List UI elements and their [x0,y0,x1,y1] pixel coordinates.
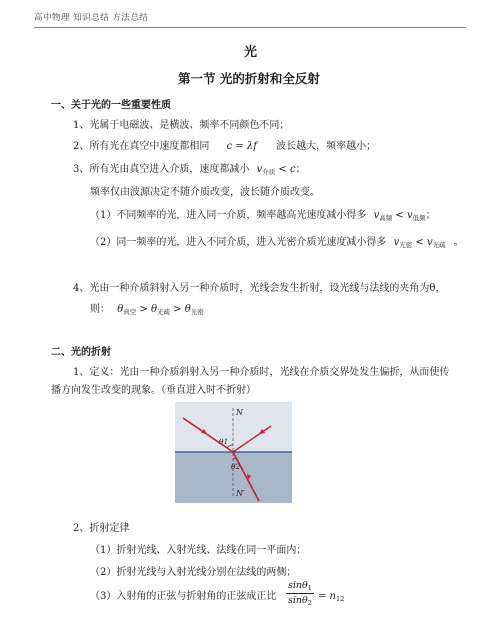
s2-item2-heading: 2、折射定律 [73,523,130,534]
snell-denominator: sinθ$_2$ [288,595,312,607]
doc-title: 光 [244,45,258,60]
s1-item3-formula [257,164,296,175]
s1-item2 [73,140,376,154]
label-n-prime: N′ [236,489,245,498]
s2-item2-1: （1）折射光线、入射光线、法线在同一平面内； [90,545,307,556]
s1-item4-prefix: 则： [90,304,110,315]
s2-item1-line1: 1、定义：光由一种介质斜射入另一种介质时，光线在介质交界处发生偏折，从而使传 [73,367,450,378]
incident-ray [183,418,233,452]
s1-item4-line2 [90,303,204,319]
s1-item3-v: v [256,164,263,175]
s1-item2-formula: c = λf [226,141,257,152]
s1-item3-rest: < c [275,164,296,175]
s1-item3-2-formula: $v_{光密} < v_{光疏}$ [393,237,446,249]
s1-item3-1 [90,209,436,225]
s1-item3-2-prefix: （2）同一频率的光，进入不同介质，进入光密介质光速度减小得多 [90,237,387,248]
s1-item3-suffix: ； [295,164,306,175]
s1-item3-note: 频率仅由波源决定不随介质改变，波长随介质改变。 [90,187,320,198]
label-n: N [236,408,243,417]
refraction-diagram [175,402,292,503]
s1-item3-prefix: 3、所有光由真空进入介质，速度都减小 [73,164,250,175]
s1-item3-1-prefix: （1）不同频率的光，进入同一介质，频率越高光速度减小得多 [90,210,367,221]
s1-item4-formula: $\theta_{真空} > \theta_{光疏} > \theta_{光密}$ [117,304,204,316]
doc-subtitle: 第一节 光的折射和全反射 [178,71,320,86]
header-rule [34,27,466,28]
reflected-ray [233,426,271,452]
s1-item4-line1: 4、光由一种介质斜射入另一种介质时，光线会发生折射，设光线与法线的夹角为θ， [73,283,446,294]
page-header: 高中物理 知识总结 方法总结 [34,13,149,23]
s1-item3-sub: 介质 [262,168,276,176]
snell-fraction [286,580,314,607]
s1-item3-2-suffix: 。 [453,237,464,248]
s1-item3-1-suffix: ； [425,210,436,221]
s2-item2-2: （2）折射光线与入射光线分别在法线的两侧； [90,567,297,578]
medium-region [175,452,292,503]
snell-numerator: sinθ$_1$ [288,580,312,592]
s1-item1: 1、光属于电磁波、是横波、频率不同颜色不同； [73,120,290,131]
label-theta2: θ2 [231,462,241,471]
s1-item3-1-formula: $v_{高频} < v_{低频}$ [373,210,426,222]
s1-item2-prefix: 2、所有光在真空中速度都相同 [73,141,210,152]
s1-item2-suffix: 波长越大，频率越小； [276,141,377,152]
s1-item3-2 [90,236,464,252]
s2-item2-3: （3）入射角的正弦与折射角的正弦成正比 [90,591,277,602]
section2-heading: 二、光的折射 [51,347,111,358]
s2-item1-line2: 播方向发生改变的现象。（垂直进入时不折射） [51,385,256,396]
refraction-diagram-svg [175,402,292,503]
label-theta1: θ1 [219,437,229,446]
s1-item3 [73,163,306,179]
section1-heading: 一、关于光的一些重要性质 [51,100,171,111]
snell-rhs: = $n_{12}$ [318,591,345,603]
